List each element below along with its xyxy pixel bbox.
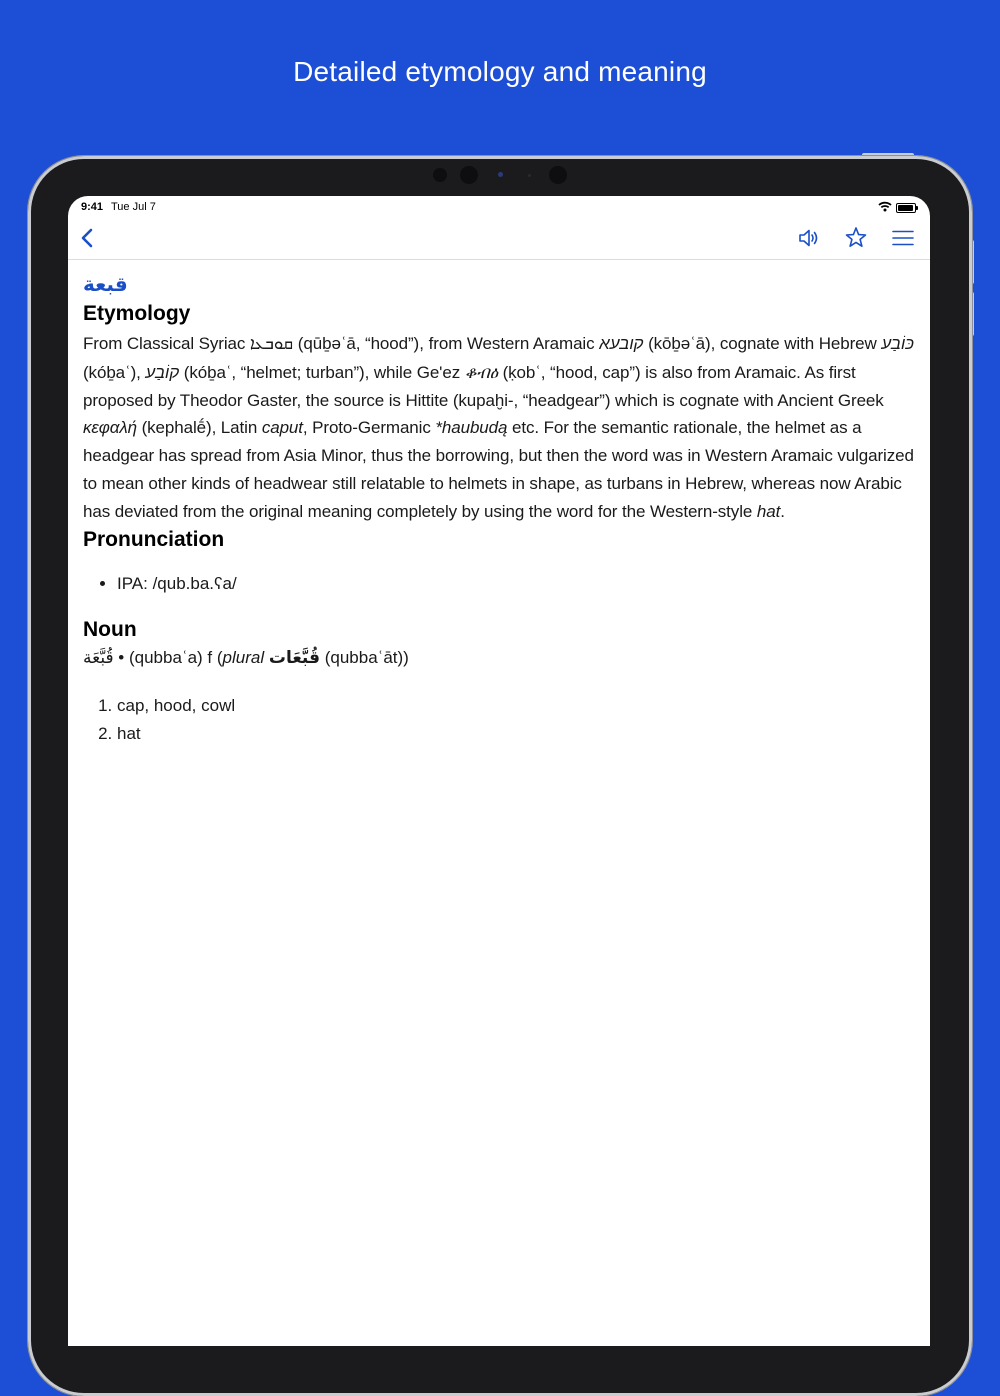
status-bar	[68, 196, 930, 218]
chevron-left-icon	[74, 224, 102, 252]
etymology-heading: Etymology	[83, 302, 191, 325]
entry-content	[83, 272, 915, 748]
pronunciation-list	[83, 570, 915, 598]
noun-word: قُبَّعَة	[83, 647, 114, 668]
noun-heading: Noun	[83, 617, 137, 641]
app-screen	[68, 196, 930, 1346]
definition-list	[83, 692, 915, 748]
pronunciation-heading: Pronunciation	[83, 527, 225, 551]
face-id-sensor	[549, 166, 567, 184]
list-item: • IPA: /qub.ba.ʕa/	[117, 570, 915, 598]
star-icon	[842, 224, 870, 252]
headword: قبعة	[83, 272, 128, 296]
favorite-button[interactable]	[842, 224, 870, 252]
menu-button[interactable]	[889, 224, 917, 252]
hamburger-menu-icon	[889, 224, 917, 252]
battery-icon	[896, 203, 916, 213]
ambient-light-sensor	[528, 174, 531, 177]
wifi-icon	[878, 201, 892, 215]
status-time: 9:41	[81, 201, 104, 213]
promo-title: Detailed etymology and meaning	[293, 56, 707, 87]
list-item: 2. hat	[117, 720, 915, 748]
camera-indicator	[498, 172, 503, 177]
front-camera	[460, 166, 478, 184]
speaker-icon	[795, 224, 823, 252]
back-button[interactable]	[74, 224, 102, 252]
pronounce-button[interactable]	[795, 224, 823, 252]
status-date: Tue Jul 7	[111, 201, 156, 213]
sensor-dot	[433, 168, 447, 182]
etymology-text: From Classical Syriac ܩܘܒܥܐ (qūḇəʿā, “hood”), from Western Aramaic קובעא (kōḇəʿā), cognate with Hebrew כּוֹבַע (kóḇaʿ), קוֹבַע (kóḇaʿ, “helmet; turban”), while Ge'ez ቆብዕ (ḳobʿ, “hood, cap”) is also from Aramaic. As first proposed by Theodor Gaster, the source is Hittite (kupaḫi-, “headgear”) which is cognate with Ancient Greek κεφαλή (kephalḗ), Latin caput, Proto-Germanic *haubudą etc. For the semantic rationale, the helmet as a headgear has spread from Asia Minor, thus the borrowing, but then the word was in Western Aramaic vulgarized to mean other kinds of headwear still relatable to helmets in shape, as turbans in Hebrew, whereas now Arabic has deviated from the original meaning completely by using the word for the Western-style hat.	[83, 334, 914, 521]
nav-bar	[68, 218, 930, 260]
list-item: 1. cap, hood, cowl	[117, 692, 915, 720]
noun-headline: قُبَّعَة • (qubbaʿa) f (plural قُبَّعَات (qubbaʿāt))	[83, 647, 409, 668]
plural-word: قُبَّعَات	[268, 647, 320, 668]
